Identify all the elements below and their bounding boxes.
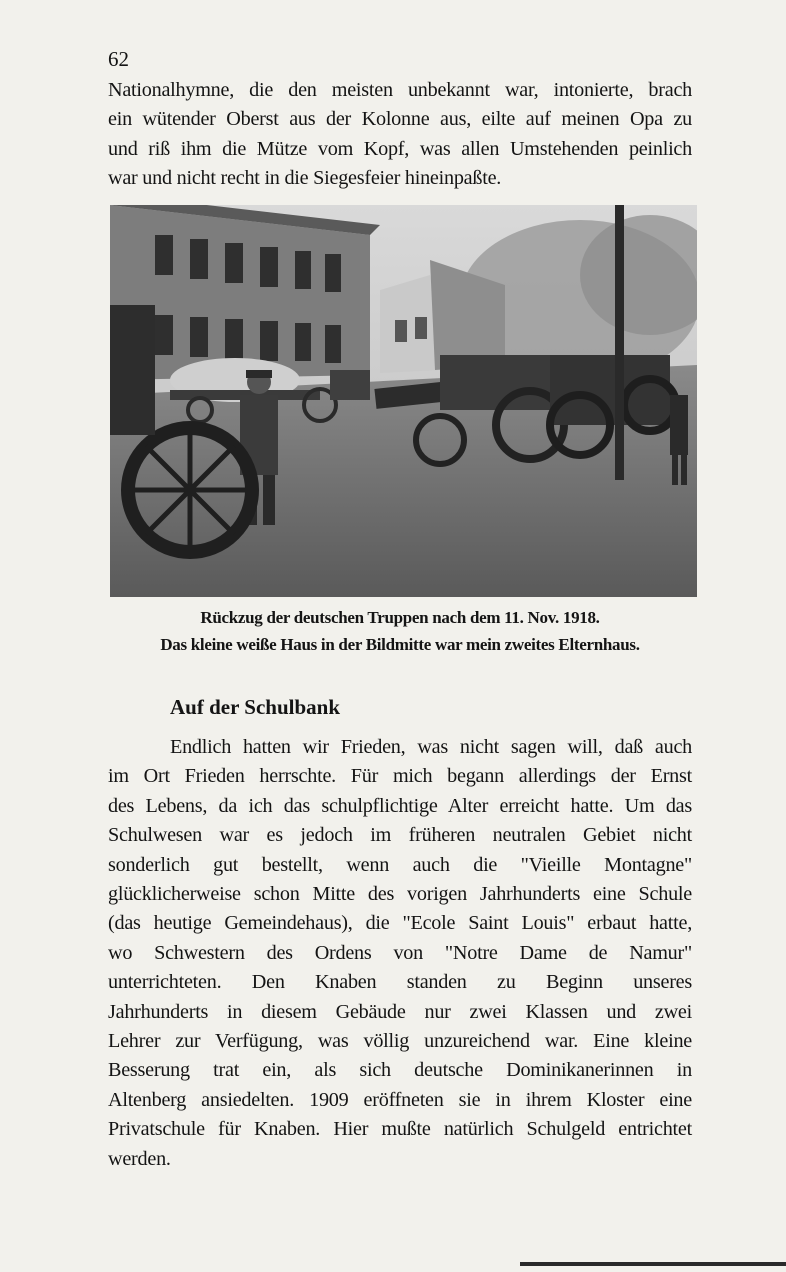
paragraph-line: des Lebens, da ich das schulpflichtige Alter erreicht hatte. Um das xyxy=(108,794,692,817)
paragraph-line: glücklicherweise schon Mitte des vorigen Jahrhunderts eine Schule xyxy=(108,883,692,906)
paragraph-line: Endlich hatten wir Frieden, was nicht sagen will, daß auch xyxy=(170,736,692,758)
paragraph-line: werden. xyxy=(108,1147,171,1170)
paragraph-line: unterrichteten. Den Knaben standen zu Beginn unseres xyxy=(108,971,692,994)
paragraph-line: Privatschule für Knaben. Hier mußte natürlich Schulgeld entrichtet xyxy=(108,1118,692,1141)
page-number: 62 xyxy=(108,47,129,71)
paragraph-line: war und nicht recht in die Siegesfeier hineinpaßte. xyxy=(108,167,502,190)
paragraph-line: ein wütender Oberst aus der Kolonne aus, eilte auf meinen Opa zu xyxy=(108,108,692,131)
paragraph-line: Besserung trat ein, als sich deutsche Dominikanerinnen in xyxy=(108,1059,692,1082)
paragraph-line: und riß ihm die Mütze vom Kopf, was allen Umstehenden peinlich xyxy=(108,137,692,160)
photo-caption-line-1: Rückzug der deutschen Truppen nach dem 11. Nov. 1918. xyxy=(200,608,600,627)
page-edge-rule xyxy=(520,1262,786,1266)
paragraph-line: Altenberg ansiedelten. 1909 eröffneten sie in ihrem Kloster eine xyxy=(108,1088,692,1111)
paragraph-line: wo Schwestern des Ordens von "Notre Dame de Namur" xyxy=(108,941,692,964)
paragraph-line: (das heutige Gemeindehaus), die "Ecole Saint Louis" erbaut hatte, xyxy=(108,912,692,935)
paragraph-line: Lehrer zur Verfügung, was völlig unzureichend war. Eine kleine xyxy=(108,1030,692,1053)
photo-caption-line-2: Das kleine weiße Haus in der Bildmitte war mein zweites Elternhaus. xyxy=(160,635,640,654)
paragraph-line: im Ort Frieden herrschte. Für mich begann allerdings der Ernst xyxy=(108,765,692,788)
paragraph-line: Schulwesen war es jedoch im früheren neutralen Gebiet nicht xyxy=(108,824,692,847)
paragraph-line: Jahrhunderts in diesem Gebäude nur zwei Klassen und zwei xyxy=(108,1000,692,1023)
paragraph-line: sonderlich gut bestellt, wenn auch die "Vieille Montagne" xyxy=(108,853,692,876)
paragraph-line: Nationalhymne, die den meisten unbekannt war, intonierte, brach xyxy=(108,79,692,101)
top-paragraph xyxy=(108,76,692,194)
historic-photo xyxy=(110,205,697,597)
section-heading: Auf der Schulbank xyxy=(170,695,341,719)
section-paragraph xyxy=(108,733,692,1174)
